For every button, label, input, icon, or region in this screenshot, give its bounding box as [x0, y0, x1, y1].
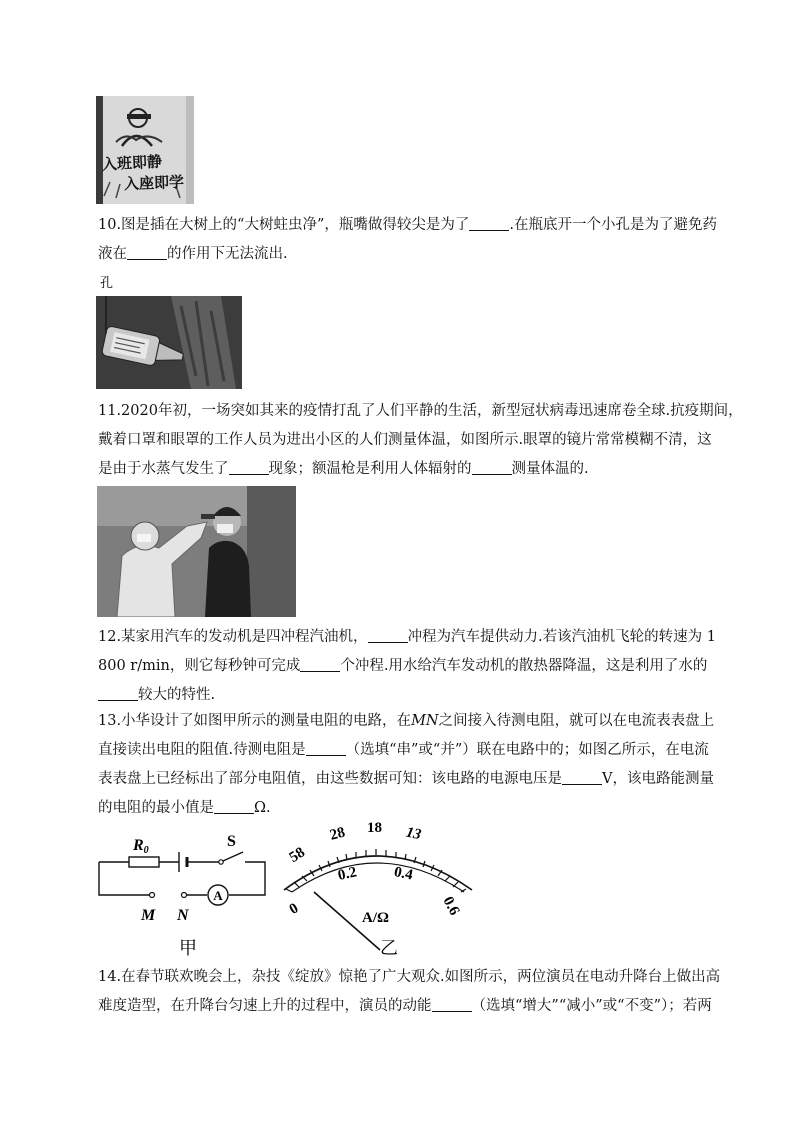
- q13-text-1b: 之间接入待测电阻，就可以在电流表表盘上: [438, 713, 715, 729]
- resistor-label-r: R: [133, 837, 144, 854]
- question-11: [98, 397, 743, 484]
- q11-line-1: 11.2020年初，一场突如其来的疫情打乱了人们平静的生活，新型冠状病毒迅速席卷全球.抗疫期间，: [98, 403, 743, 419]
- q14-text-2a: 难度造型，在升降台匀速上升的过程中，演员的动能: [98, 998, 432, 1014]
- answer-blank[interactable]: [562, 768, 602, 785]
- q11-text-3a: 是由于水蒸气发生了: [98, 461, 229, 477]
- q12-text-1a: 12.某家用汽车的发动机是四冲程汽油机，: [98, 629, 368, 645]
- q13-mn: MN: [411, 713, 439, 729]
- q12-text-1b: 冲程为汽车提供动力.若该汽油机飞轮的转速为 1: [407, 629, 717, 645]
- resistor-label: [132, 837, 149, 856]
- ohm-label-13: 13: [404, 824, 423, 844]
- q12-text-2b: 个冲程.用水给汽车发动机的散热器降温，这是利用了水的: [340, 658, 708, 674]
- answer-blank[interactable]: [127, 243, 167, 260]
- ohm-label-18: 18: [367, 820, 382, 836]
- figure-jia-caption: 甲: [179, 938, 197, 958]
- answer-blank[interactable]: [432, 995, 472, 1012]
- terminal-m: [150, 893, 155, 898]
- poster-handwriting-2: 入座即学: [123, 172, 185, 194]
- q10-text-2b: 的作用下无法流出.: [167, 246, 288, 262]
- q13-text-2b: （选填“串”或“并”）联在电路中的；如图乙所示，在电流: [345, 742, 709, 758]
- switch-contact: [219, 860, 223, 864]
- amp-label-0: 0: [286, 900, 302, 918]
- question-12: [98, 623, 717, 710]
- poster-handwriting-1: 入班即静: [101, 152, 163, 174]
- terminal-n-label: N: [177, 907, 189, 924]
- q10-text-1b: .在瓶底开一个小孔是为了避免药: [509, 217, 717, 233]
- terminal-n: [182, 893, 187, 898]
- q11-text-3b: 现象；额温枪是利用人体辐射的: [268, 461, 472, 477]
- answer-blank[interactable]: [469, 214, 509, 231]
- question-14: [98, 963, 721, 1021]
- switch-lever: [223, 852, 243, 861]
- temperature-check-drawing: [97, 486, 296, 617]
- answer-blank[interactable]: [300, 655, 340, 672]
- q10-text-2a: 液在: [98, 246, 127, 262]
- answer-blank[interactable]: [98, 684, 138, 701]
- question-10: [98, 211, 717, 269]
- resistor-label-sub: 0: [143, 845, 149, 856]
- q14-line-1: 14.在春节联欢晚会上，杂技《绽放》惊艳了广大观众.如图所示，两位演员在电动升降台上做出高: [98, 969, 721, 985]
- q13-text-4b: Ω.: [254, 800, 271, 816]
- q12-text-2a: 800 r/min，则它每秒钟可完成: [98, 658, 301, 674]
- q13-text-1a: 13.小华设计了如图甲所示的测量电阻的电路，在: [98, 713, 412, 729]
- q13-text-2a: 直接读出电阻的阻值.待测电阻是: [98, 742, 306, 758]
- amp-label-0-2: 0.2: [336, 864, 359, 884]
- poster-photo: [96, 96, 194, 204]
- terminal-m-label: M: [141, 907, 156, 924]
- resistor-r0: [129, 857, 159, 867]
- q12-line-3: [98, 681, 698, 710]
- q13-text-3a: 表表盘上已经标出了部分电阻值，由这些数据可知：该电路的电源电压是: [98, 771, 562, 787]
- ammeter-label: A: [213, 888, 223, 903]
- tree-bottle-drawing: [96, 296, 242, 389]
- q11-line-2: 戴着口罩和眼罩的工作人员为进出小区的人们测量体温，如图所示.眼罩的镜片常常模糊不清，这: [98, 432, 712, 448]
- q13-line-3: [98, 765, 714, 794]
- q14-line-2: [98, 992, 712, 1021]
- answer-blank[interactable]: [229, 458, 269, 475]
- figure-yi-caption: 乙: [380, 938, 398, 959]
- q11-line-3: [98, 455, 698, 484]
- q12-line-1: [98, 623, 717, 652]
- q11-text-3c: 测量体温的.: [511, 461, 589, 477]
- q12-line-2: [98, 652, 708, 681]
- q12-text-3b: 较大的特性.: [138, 687, 216, 703]
- ohm-label-28: 28: [328, 824, 347, 844]
- q10-line-1: [98, 211, 717, 240]
- dial-inner-arc: [292, 863, 464, 892]
- question-13: [98, 707, 715, 823]
- answer-blank[interactable]: [214, 797, 254, 814]
- wire-right: [229, 862, 265, 895]
- amp-label-0-6: 0.6: [439, 894, 463, 919]
- answer-blank[interactable]: [306, 739, 346, 756]
- q13-line-2: [98, 736, 709, 765]
- q13-text-4a: 的电阻的最小值是: [98, 800, 214, 816]
- q10-line-2: [98, 240, 698, 269]
- temperature-check-photo: [97, 486, 296, 617]
- q13-line-1: [98, 707, 715, 736]
- switch-label: S: [227, 833, 236, 850]
- circuit-diagram: [95, 830, 275, 958]
- answer-blank[interactable]: [472, 458, 512, 475]
- answer-blank[interactable]: [368, 626, 408, 643]
- q14-text-2b: （选填“增大”“减小”或“不变”）；若两: [471, 998, 712, 1014]
- ammeter-dial: [276, 812, 486, 962]
- hole-label: 孔: [100, 276, 114, 291]
- q13-text-3b: V，该电路能测量: [602, 771, 714, 787]
- dial-unit-label: A/Ω: [362, 910, 390, 926]
- q10-text-1a: 10.图是插在大树上的“大树蛀虫净”，瓶嘴做得较尖是为了: [98, 217, 470, 233]
- tree-bottle-photo: [96, 296, 242, 389]
- ohm-label-58: 58: [286, 844, 308, 866]
- amp-label-0-4: 0.4: [392, 864, 415, 884]
